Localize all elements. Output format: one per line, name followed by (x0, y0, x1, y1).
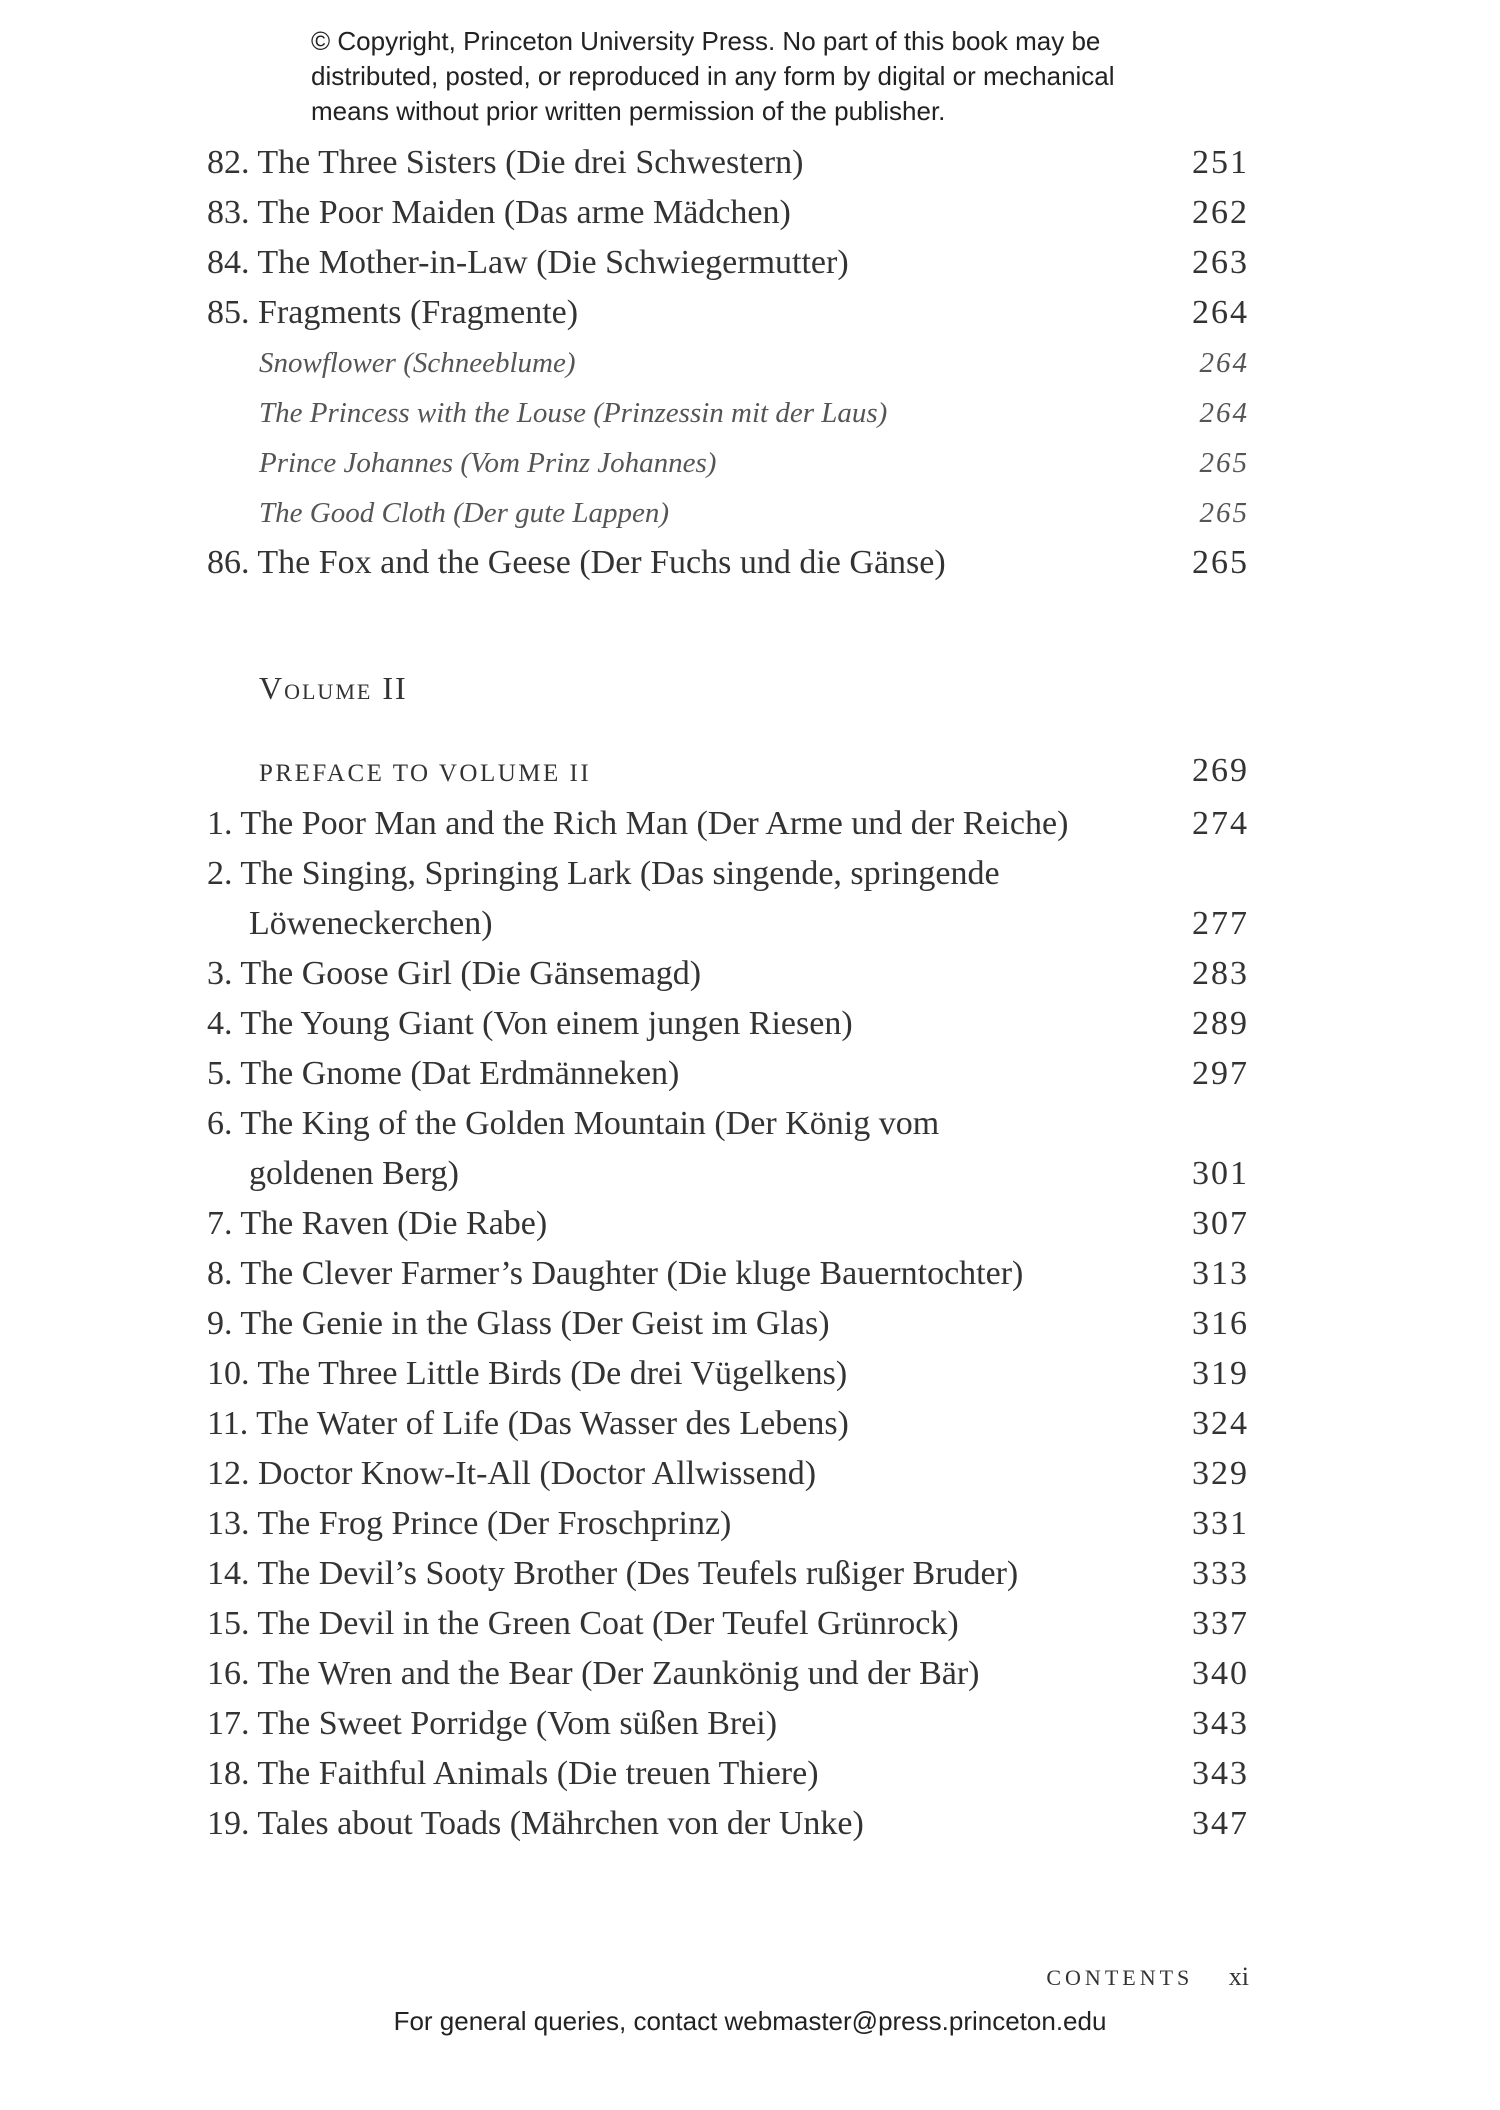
toc-entry-page: 343 (1192, 1705, 1249, 1742)
toc-entry-page: 340 (1192, 1655, 1249, 1692)
toc-entry-page: 265 (1192, 544, 1249, 581)
volume-heading: Volume II (259, 670, 408, 706)
toc-entry-title: 16. The Wren and the Bear (Der Zaunkönig und der Bär) (207, 1655, 980, 1692)
toc-entry-title: 17. The Sweet Porridge (Vom süßen Brei) (207, 1705, 778, 1742)
toc-entry-page: 264 (1192, 294, 1249, 331)
toc-entry (207, 1649, 1249, 1699)
toc-entry-title: 85. Fragments (Fragmente) (207, 294, 579, 331)
toc-subentry-title: The Princess with the Louse (Prinzessin mit der Laus) (259, 397, 888, 429)
toc-entry-page: 301 (1192, 1155, 1249, 1192)
toc-entry-title: 83. The Poor Maiden (Das arme Mädchen) (207, 194, 791, 231)
toc-entry (207, 1749, 1249, 1799)
running-footer-label: CONTENTS (1046, 1965, 1194, 1990)
toc-entry (207, 799, 1249, 849)
toc-subentry-page: 265 (1199, 497, 1249, 529)
toc-subentry-title: The Good Cloth (Der gute Lappen) (259, 497, 669, 529)
copyright-line: distributed, posted, or reproduced in any form by digital or mechanical (311, 61, 1115, 91)
toc-subentry (207, 338, 1249, 388)
toc-subentry-page: 265 (1199, 447, 1249, 479)
toc-entry-title: 12. Doctor Know-It-All (Doctor Allwissend) (207, 1455, 817, 1492)
toc-entry (207, 538, 1249, 588)
toc-entry-page: 262 (1192, 194, 1249, 231)
toc-volume-2 (207, 746, 1249, 1849)
toc-entry-page: 283 (1192, 955, 1249, 992)
toc-entry-page: 324 (1192, 1405, 1249, 1442)
toc-entry-page: 331 (1192, 1505, 1249, 1542)
toc-entry (207, 238, 1249, 288)
page-number: xi (1228, 1962, 1249, 1991)
toc-entry (207, 999, 1249, 1049)
toc-entry (207, 1249, 1249, 1299)
toc-entry (207, 1199, 1249, 1249)
contact-line: For general queries, contact webmaster@press.princeton.edu (393, 2006, 1107, 2036)
toc-entry (207, 1399, 1249, 1449)
running-footer (1046, 1962, 1249, 1992)
toc-entry-page: 297 (1192, 1055, 1249, 1092)
toc-entry-page: 329 (1192, 1455, 1249, 1492)
toc-entry-page: 347 (1192, 1805, 1249, 1842)
toc-entry (207, 849, 1249, 899)
toc-entry-title: 7. The Raven (Die Rabe) (207, 1205, 548, 1242)
toc-entry (207, 1799, 1249, 1849)
toc-entry-title: 86. The Fox and the Geese (Der Fuchs und die Gänse) (207, 544, 946, 581)
toc-subentry (207, 488, 1249, 538)
toc-entry-title: 9. The Genie in the Glass (Der Geist im Glas) (207, 1305, 830, 1342)
toc-entry-page: 251 (1192, 144, 1249, 181)
toc-entry-title: 5. The Gnome (Dat Erdmänneken) (207, 1055, 680, 1092)
toc-entry-page: 333 (1192, 1555, 1249, 1592)
toc-entry-page: 337 (1192, 1605, 1249, 1642)
toc-subentry-title: Snowflower (Schneeblume) (259, 347, 576, 379)
toc-entry-title: 4. The Young Giant (Von einem jungen Riesen) (207, 1005, 853, 1042)
toc-entry (207, 1449, 1249, 1499)
toc-entry-continuation (207, 1149, 1249, 1199)
toc-entry-page: 343 (1192, 1755, 1249, 1792)
toc-entry-title: 18. The Faithful Animals (Die treuen Thiere) (207, 1755, 819, 1792)
toc-preface-page: 269 (1192, 752, 1249, 789)
toc-volume-1 (207, 138, 1249, 588)
toc-entry-title: goldenen Berg) (249, 1155, 459, 1192)
toc-subentry-page: 264 (1199, 397, 1249, 429)
toc-entry (207, 1699, 1249, 1749)
toc-entry (207, 1599, 1249, 1649)
toc-entry (207, 949, 1249, 999)
toc-entry (207, 1549, 1249, 1599)
toc-preface-title: PREFACE TO VOLUME II (259, 760, 592, 787)
toc-entry-page: 274 (1192, 805, 1249, 842)
toc-entry-title: Löweneckerchen) (249, 905, 493, 942)
toc-entry-page: 316 (1192, 1305, 1249, 1342)
copyright-line: means without prior written permission of the publisher. (311, 96, 946, 126)
toc-entry-title: 13. The Frog Prince (Der Froschprinz) (207, 1505, 732, 1542)
toc-entry-title: 15. The Devil in the Green Coat (Der Teufel Grünrock) (207, 1605, 959, 1642)
toc-entry-title: 19. Tales about Toads (Mährchen von der Unke) (207, 1805, 864, 1842)
copyright-line: © Copyright, Princeton University Press. No part of this book may be (311, 26, 1101, 56)
toc-entry-title: 82. The Three Sisters (Die drei Schwestern) (207, 144, 804, 181)
toc-entry-title: 1. The Poor Man and the Rich Man (Der Arme und der Reiche) (207, 805, 1069, 842)
copyright-notice (311, 24, 1271, 129)
toc-entry-title: 11. The Water of Life (Das Wasser des Lebens) (207, 1405, 849, 1442)
toc-entry (207, 1049, 1249, 1099)
toc-entry-page: 313 (1192, 1255, 1249, 1292)
toc-entry-page: 319 (1192, 1355, 1249, 1392)
toc-entry (207, 188, 1249, 238)
toc-entry-page: 277 (1192, 905, 1249, 942)
toc-entry-continuation (207, 899, 1249, 949)
toc-entry-title: 10. The Three Little Birds (De drei Vügelkens) (207, 1355, 848, 1392)
toc-entry-title: 6. The King of the Golden Mountain (Der König vom (207, 1105, 940, 1142)
toc-preface (207, 746, 1249, 799)
toc-entry-title: 84. The Mother-in-Law (Die Schwiegermutter) (207, 244, 849, 281)
toc-entry (207, 1299, 1249, 1349)
toc-entry-title: 2. The Singing, Springing Lark (Das singende, springende (207, 855, 1000, 892)
toc-entry (207, 1349, 1249, 1399)
toc-entry-page: 289 (1192, 1005, 1249, 1042)
toc-entry (207, 288, 1249, 338)
toc-subentry (207, 438, 1249, 488)
toc-entry-title: 3. The Goose Girl (Die Gänsemagd) (207, 955, 702, 992)
toc-subentry (207, 388, 1249, 438)
toc-subentry-page: 264 (1199, 347, 1249, 379)
toc-entry-page: 263 (1192, 244, 1249, 281)
toc-subentry-title: Prince Johannes (Vom Prinz Johannes) (259, 447, 717, 479)
toc-entry (207, 1099, 1249, 1149)
toc-entry (207, 1499, 1249, 1549)
toc-entry-title: 14. The Devil’s Sooty Brother (Des Teufels rußiger Bruder) (207, 1555, 1019, 1592)
toc-entry-title: 8. The Clever Farmer’s Daughter (Die kluge Bauerntochter) (207, 1255, 1024, 1292)
toc-entry-page: 307 (1192, 1205, 1249, 1242)
toc-entry (207, 138, 1249, 188)
